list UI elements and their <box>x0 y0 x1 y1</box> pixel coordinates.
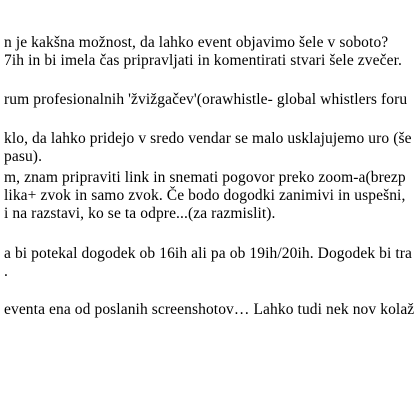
text-line-3: rum profesionalnih 'žvižgačev'(orawhistle- global whistlers foru <box>4 91 408 108</box>
text-line-1: n je kakšna možnost, da lahko event objavimo šele v soboto? <box>4 34 389 51</box>
text-line-9: a bi potekal dogodek ob 16ih ali pa ob 19ih/20ih. Dogodek bi tra <box>4 245 413 262</box>
text-line-7: lika+ zvok in samo zvok. Če bodo dogodki zanimivi in uspešni, <box>4 187 406 204</box>
text-line-6: m, znam pripraviti link in snemati pogovor preko zoom-a(brezp <box>4 169 406 186</box>
text-line-5: pasu). <box>4 148 43 165</box>
text-line-11: eventa ena od poslanih screenshotov… Lahko tudi nek nov kolaž <box>4 301 415 318</box>
text-line-2: 7ih in bi imela čas pripravljati in komentirati stvari šele zvečer. <box>4 52 402 69</box>
text-line-8: i na razstavi, ko se ta odpre...(za razmislit). <box>4 205 276 222</box>
text-line-4: klo, da lahko pridejo v sredo vendar se malo usklajujemo uro (še <box>4 130 412 147</box>
text-line-10: . <box>4 263 8 280</box>
